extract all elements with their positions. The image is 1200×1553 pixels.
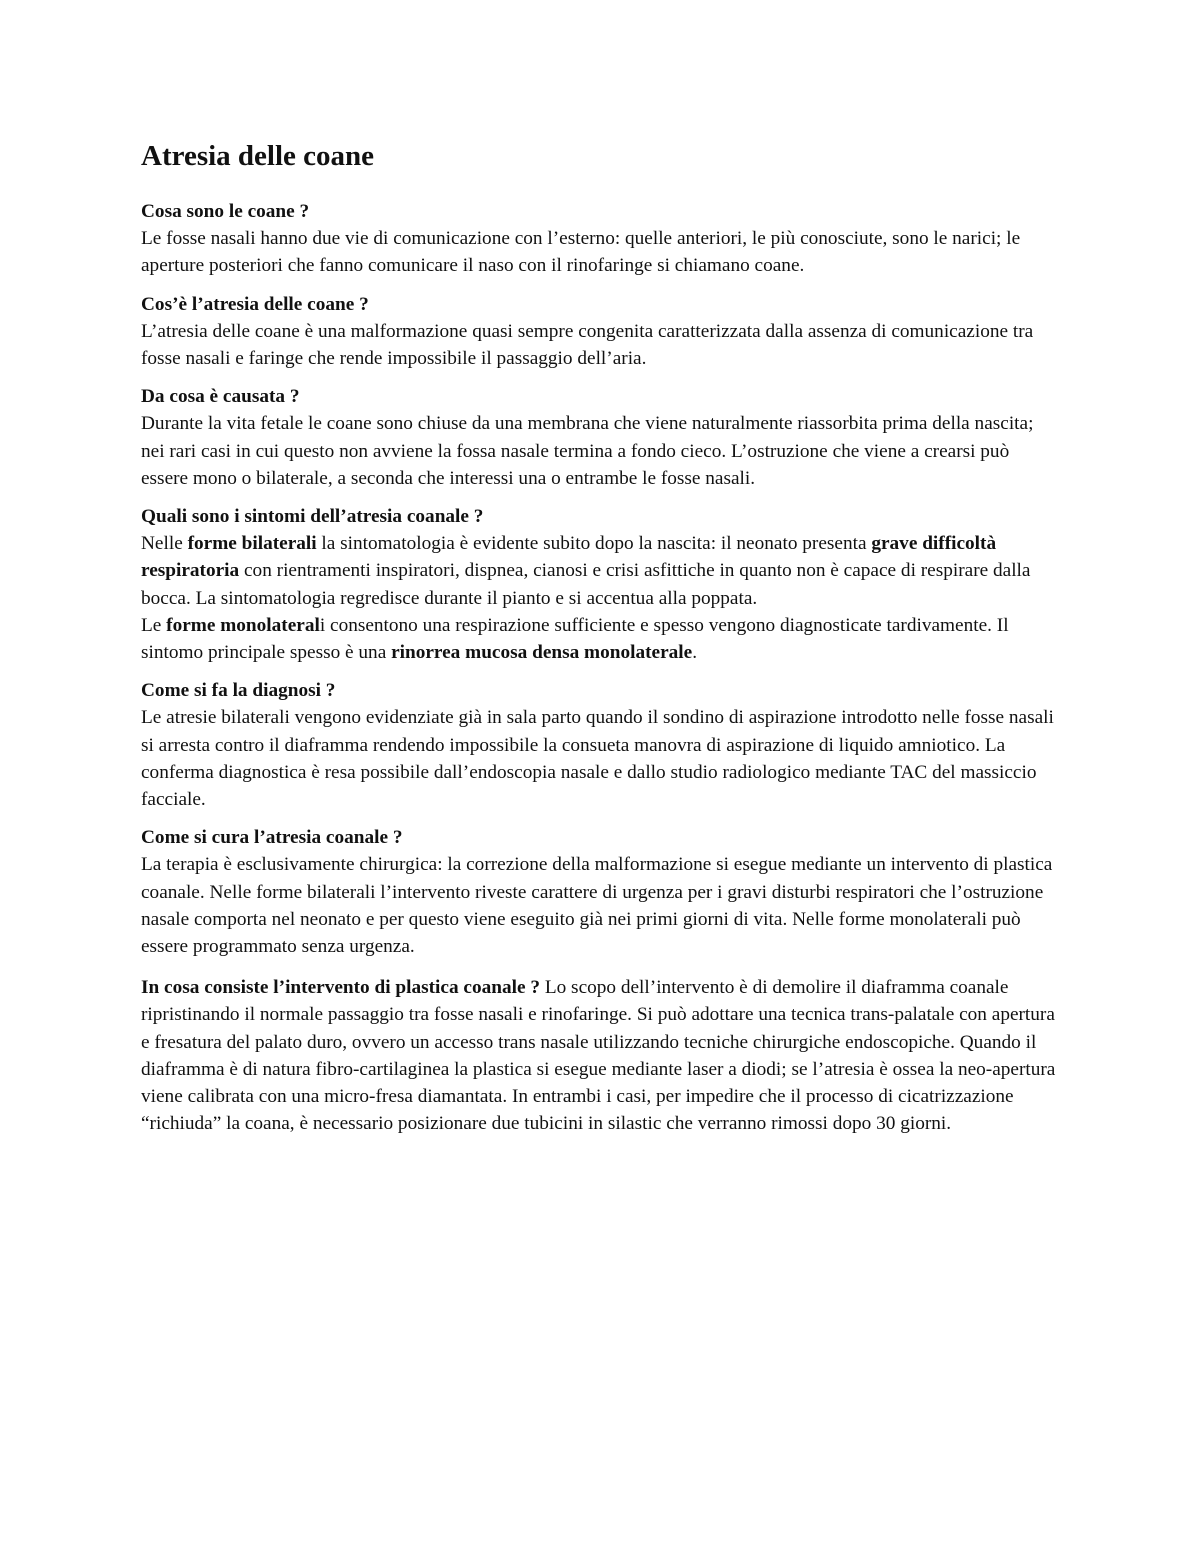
text-run: con rientramenti inspiratori, dispnea, cianosi e crisi asfittiche in quanto non è capace di respirare dalla bocca. La sintomatologia regredisce durante il pianto e si accentua alla poppata. — [141, 560, 1031, 609]
section-body: Durante la vita fetale le coane sono chiuse da una membrana che viene naturalmente riassorbita prima della nascita; nei rari casi in cui questo non avviene la fossa nasale termina a fondo cieco. L’ostruzione che viene a crearsi può essere mono o bilaterale, a seconda che interessi una o entrambe le fosse nasali. — [141, 413, 1034, 489]
section-question: Da cosa è causata ? — [141, 386, 300, 408]
text-run: la sintomatologia è evidente subito dopo la nascita: il neonato presenta — [316, 533, 872, 555]
section-body: Le atresie bilaterali vengono evidenziate già in sala parto quando il sondino di aspirazione introdotto nelle fosse nasali si arresta contro il diaframma rendendo impossibile la consueta manovra di aspirazione di liquido amniotico. La conferma diagnostica è resa possibile dall’endoscopia nasale e dallo studio radiologico mediante TAC del massiccio facciale. — [141, 707, 1054, 811]
section-cura — [141, 824, 1061, 960]
document-page — [141, 138, 1061, 1149]
section-question: In cosa consiste l’intervento di plastica coanale ? — [141, 977, 540, 999]
bold-term: grave difficoltà respiratoria — [141, 533, 997, 582]
section-sintomi — [141, 503, 1061, 666]
section-body: L’atresia delle coane è una malformazione quasi sempre congenita caratterizzata dalla assenza di comunicazione tra fosse nasali e faringe che rende impossibile il passaggio dell’aria. — [141, 320, 1034, 370]
bold-term: forme bilaterali — [187, 533, 317, 555]
section-question: Cosa sono le coane ? — [141, 201, 310, 222]
section-cosa-sono-le-coane — [141, 198, 1061, 280]
section-diagnosi — [141, 677, 1061, 813]
section-body-monolaterali — [141, 612, 1061, 666]
section-body — [141, 974, 1061, 1137]
section-question: Come si fa la diagnosi ? — [141, 680, 336, 702]
text-run: i consentono una respirazione sufficiente e spesso vengono diagnosticate tardivamente. Il sintomo principale spesso è una — [141, 614, 1009, 664]
section-intervento — [141, 974, 1061, 1137]
section-causa — [141, 383, 1061, 492]
section-body: Le fosse nasali hanno due vie di comunicazione con l’esterno: quelle anteriori, le più conosciute, sono le narici; le aperture posteriori che fanno comunicare il naso con il rinofaringe si chiamano coane. — [141, 228, 1021, 277]
bold-term: rinorrea mucosa densa monolaterale — [391, 642, 693, 664]
section-cos-e-atresia — [141, 291, 1061, 373]
bold-term: forme monolateral — [166, 614, 320, 636]
text-run: Nelle — [141, 533, 188, 555]
document-title: Atresia delle coane — [141, 140, 375, 172]
section-body: La terapia è esclusivamente chirurgica: la correzione della malformazione si esegue mediante un intervento di plastica coanale. Nelle forme bilaterali l’intervento riveste carattere di urgenza per i gravi disturbi respiratori che l’ostruzione nasale comporta nel neonato e per questo viene eseguito già nei primi giorni di vita. Nelle forme monolaterali può essere programmato senza urgenza. — [141, 854, 1053, 958]
text-run: Lo scopo dell’intervento è di demolire il diaframma coanale ripristinando il normale passaggio tra fosse nasali e rinofaringe. Si può adottare una tecnica trans-palatale con apertura e fresatura del palato duro, ovvero un accesso trans nasale utilizzando tecniche chirurgiche endoscopiche. Quando il diaframma è di natura fibro-cartilaginea la plastica si esegue mediante laser a diodi; se l’atresia è ossea la neo-apertura viene calibrata con una micro-fresa diamantata. In entrambi i casi, per impedire che il processo di cicatrizzazione “richiuda” la coana, è necessario posizionare due tubicini in silastic che verranno rimossi dopo 30 giorni. — [141, 977, 1056, 1135]
section-question: Quali sono i sintomi dell’atresia coanale ? — [141, 506, 484, 528]
text-run: Le — [141, 614, 167, 636]
section-question: Come si cura l’atresia coanale ? — [141, 827, 403, 849]
section-body-bilaterali — [141, 530, 1061, 612]
section-question: Cos’è l’atresia delle coane ? — [141, 293, 369, 315]
text-run: . — [692, 642, 698, 664]
